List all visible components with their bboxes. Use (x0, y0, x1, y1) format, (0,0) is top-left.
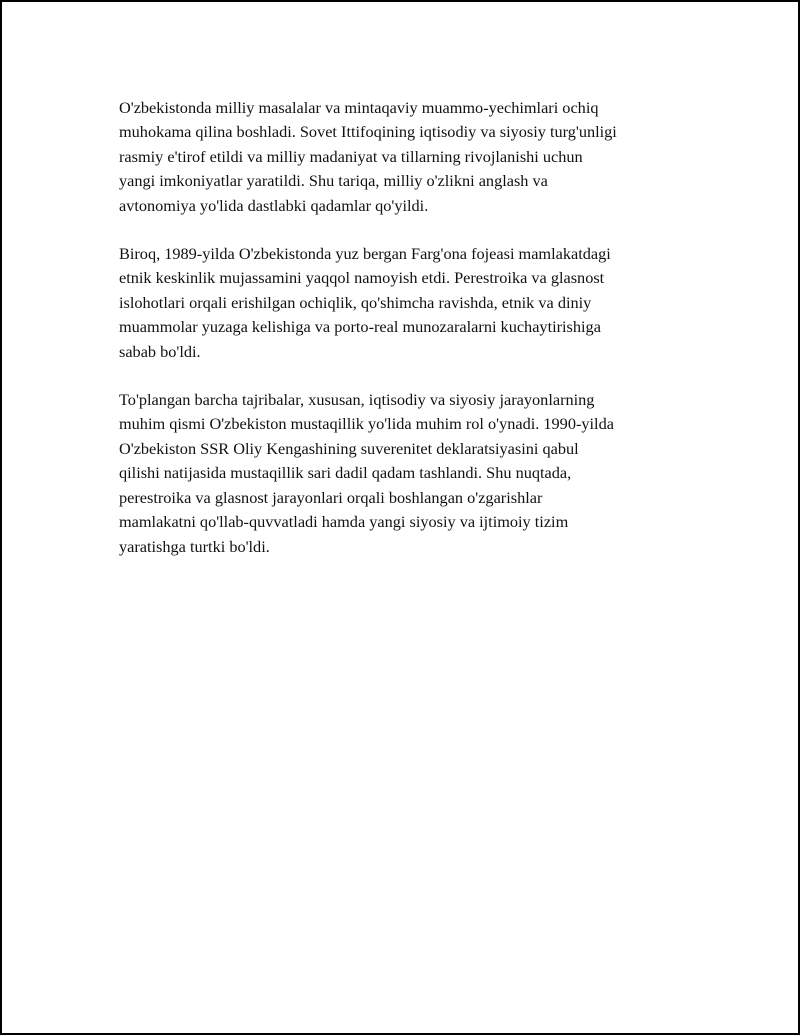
text-line: etnik keskinlik mujassamini yaqqol namoyish etdi. Perestroika va glasnost (119, 268, 605, 288)
text-line: muhokama qilina boshladi. Sovet Ittifoqining iqtisodiy va siyosiy turg'unligi (119, 122, 617, 142)
paragraph-2 (119, 242, 694, 364)
text-line: O'zbekiston SSR Oliy Kengashining suverenitet deklaratsiyasini qabul (119, 438, 579, 458)
text-line: mamlakatni qo'llab-quvvatladi hamda yangi siyosiy va ijtimoiy tizim (119, 512, 569, 532)
text-line: islohotlari orqali erishilgan ochiqlik, qo'shimcha ravishda, etnik va diniy (119, 292, 592, 312)
document-body (119, 96, 694, 583)
paragraph-3 (119, 388, 694, 559)
text-line: To'plangan barcha tajribalar, xususan, iqtisodiy va siyosiy jarayonlarning (119, 390, 595, 410)
text-line: O'zbekistonda milliy masalalar va mintaqaviy muammo-yechimlari ochiq (119, 98, 599, 117)
text-line: rasmiy e'tirof etildi va milliy madaniyat va tillarning rivojlanishi uchun (119, 146, 583, 166)
text-line: muammolar yuzaga kelishiga va porto-real munozaralarni kuchaytirishiga (119, 317, 601, 337)
text-line: muhim qismi O'zbekiston mustaqillik yo'lida muhim rol o'ynadi. 1990-yilda (119, 414, 614, 434)
text-line: Biroq, 1989-yilda O'zbekistonda yuz bergan Farg'ona fojeasi mamlakatdagi (119, 244, 611, 264)
text-line: sabab bo'ldi. (119, 341, 201, 361)
paragraph-1 (119, 96, 694, 218)
text-line: qilishi natijasida mustaqillik sari dadil qadam tashlandi. Shu nuqtada, (119, 463, 572, 483)
text-line: avtonomiya yo'lida dastlabki qadamlar qo'yildi. (119, 195, 429, 215)
text-line: perestroika va glasnost jarayonlari orqali boshlangan o'zgarishlar (119, 487, 543, 507)
text-line: yaratishga turtki bo'ldi. (119, 536, 270, 556)
text-line: yangi imkoniyatlar yaratildi. Shu tariqa, milliy o'zlikni anglash va (119, 171, 548, 191)
